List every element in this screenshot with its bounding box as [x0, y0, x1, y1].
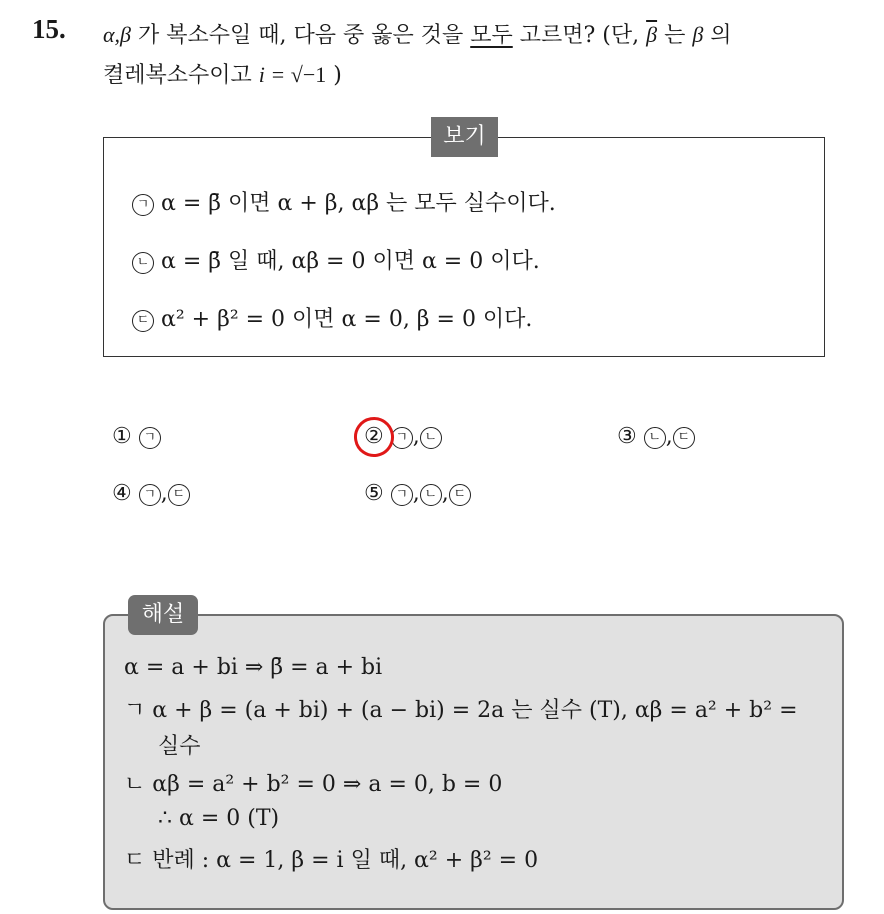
choice-number: ③	[617, 424, 637, 449]
bogi-title: 보기	[431, 117, 498, 157]
solution-line-1: α = a + bi ⇒ β̄ = a + bi	[124, 655, 383, 680]
solution-line-2: ㄱ α + β = (a + bi) + (a − bi) = 2a 는 실수 (T), αβ = a² + b² =	[124, 698, 798, 723]
solution-line-4: ㄴ αβ = a² + b² = 0 ⇒ a = 0, b = 0	[124, 772, 503, 797]
marker-nieun-icon: ㄴ	[420, 427, 442, 449]
marker-giyeok-icon: ㄱ	[132, 194, 154, 216]
question-number: 15.	[32, 14, 66, 44]
choice-4[interactable]	[112, 481, 190, 506]
marker-digeut-icon: ㄷ	[449, 484, 471, 506]
solution-line-6: ㄷ 반례 : α = 1, β = i 일 때, α² + β² = 0	[124, 848, 539, 873]
separator: ,	[160, 481, 168, 506]
question-vars: α,β	[103, 22, 132, 47]
marker-digeut-icon: ㄷ	[168, 484, 190, 506]
separator: ,	[441, 481, 449, 506]
solution-line-3: 실수	[158, 734, 201, 759]
question-text-2: 고르면? (단,	[512, 23, 647, 48]
choice-3[interactable]	[617, 424, 695, 449]
marker-giyeok-icon: ㄱ	[391, 427, 413, 449]
choice-number: ②	[364, 424, 384, 449]
question-text-4: 의	[703, 23, 732, 48]
marker-nieun-icon: ㄴ	[420, 484, 442, 506]
question-line-2	[103, 58, 342, 89]
marker-digeut-icon: ㄷ	[673, 427, 695, 449]
solution-line-5: ∴ α = 0 (T)	[158, 806, 280, 831]
bogi-item-1	[132, 186, 556, 217]
choice-1[interactable]	[112, 424, 161, 449]
solution-title: 해설	[128, 595, 198, 635]
beta-bar: $\overline{\beta}$	[646, 22, 658, 47]
question-text-1: 가 복소수일 때, 다음 중 옳은 것을	[131, 23, 471, 48]
choice-number: ①	[112, 424, 132, 449]
question-line-1	[103, 18, 732, 49]
bogi-item-2	[132, 244, 540, 275]
separator: ,	[412, 424, 420, 449]
selected-answer-circle-icon	[351, 414, 397, 460]
bogi-item-text: α² + β² = 0 이면 α = 0, β = 0 이다.	[161, 307, 533, 332]
choice-number: ⑤	[364, 481, 384, 506]
question-emphasis: 모두	[470, 23, 513, 48]
bogi-item-text: α = β̄ 일 때, αβ = 0 이면 α = 0 이다.	[161, 249, 540, 274]
marker-giyeok-icon: ㄱ	[139, 427, 161, 449]
question-text-3: 는	[657, 23, 693, 48]
marker-giyeok-icon: ㄱ	[391, 484, 413, 506]
choice-5[interactable]	[364, 481, 471, 506]
marker-nieun-icon: ㄴ	[132, 252, 154, 274]
question-close: )	[326, 63, 342, 88]
marker-digeut-icon: ㄷ	[132, 310, 154, 332]
bogi-item-3	[132, 302, 532, 333]
separator: ,	[665, 424, 673, 449]
sqrt-argument: −1	[302, 62, 327, 87]
i-equals: i =	[258, 62, 291, 87]
sqrt-symbol: √	[290, 62, 303, 87]
choice-number: ④	[112, 481, 132, 506]
separator: ,	[412, 481, 420, 506]
bogi-item-text: α = β̄ 이면 α + β, αβ 는 모두 실수이다.	[161, 191, 556, 216]
marker-nieun-icon: ㄴ	[644, 427, 666, 449]
question-line2-text: 켤레복소수이고	[103, 63, 259, 88]
marker-giyeok-icon: ㄱ	[139, 484, 161, 506]
beta: β	[692, 22, 704, 47]
